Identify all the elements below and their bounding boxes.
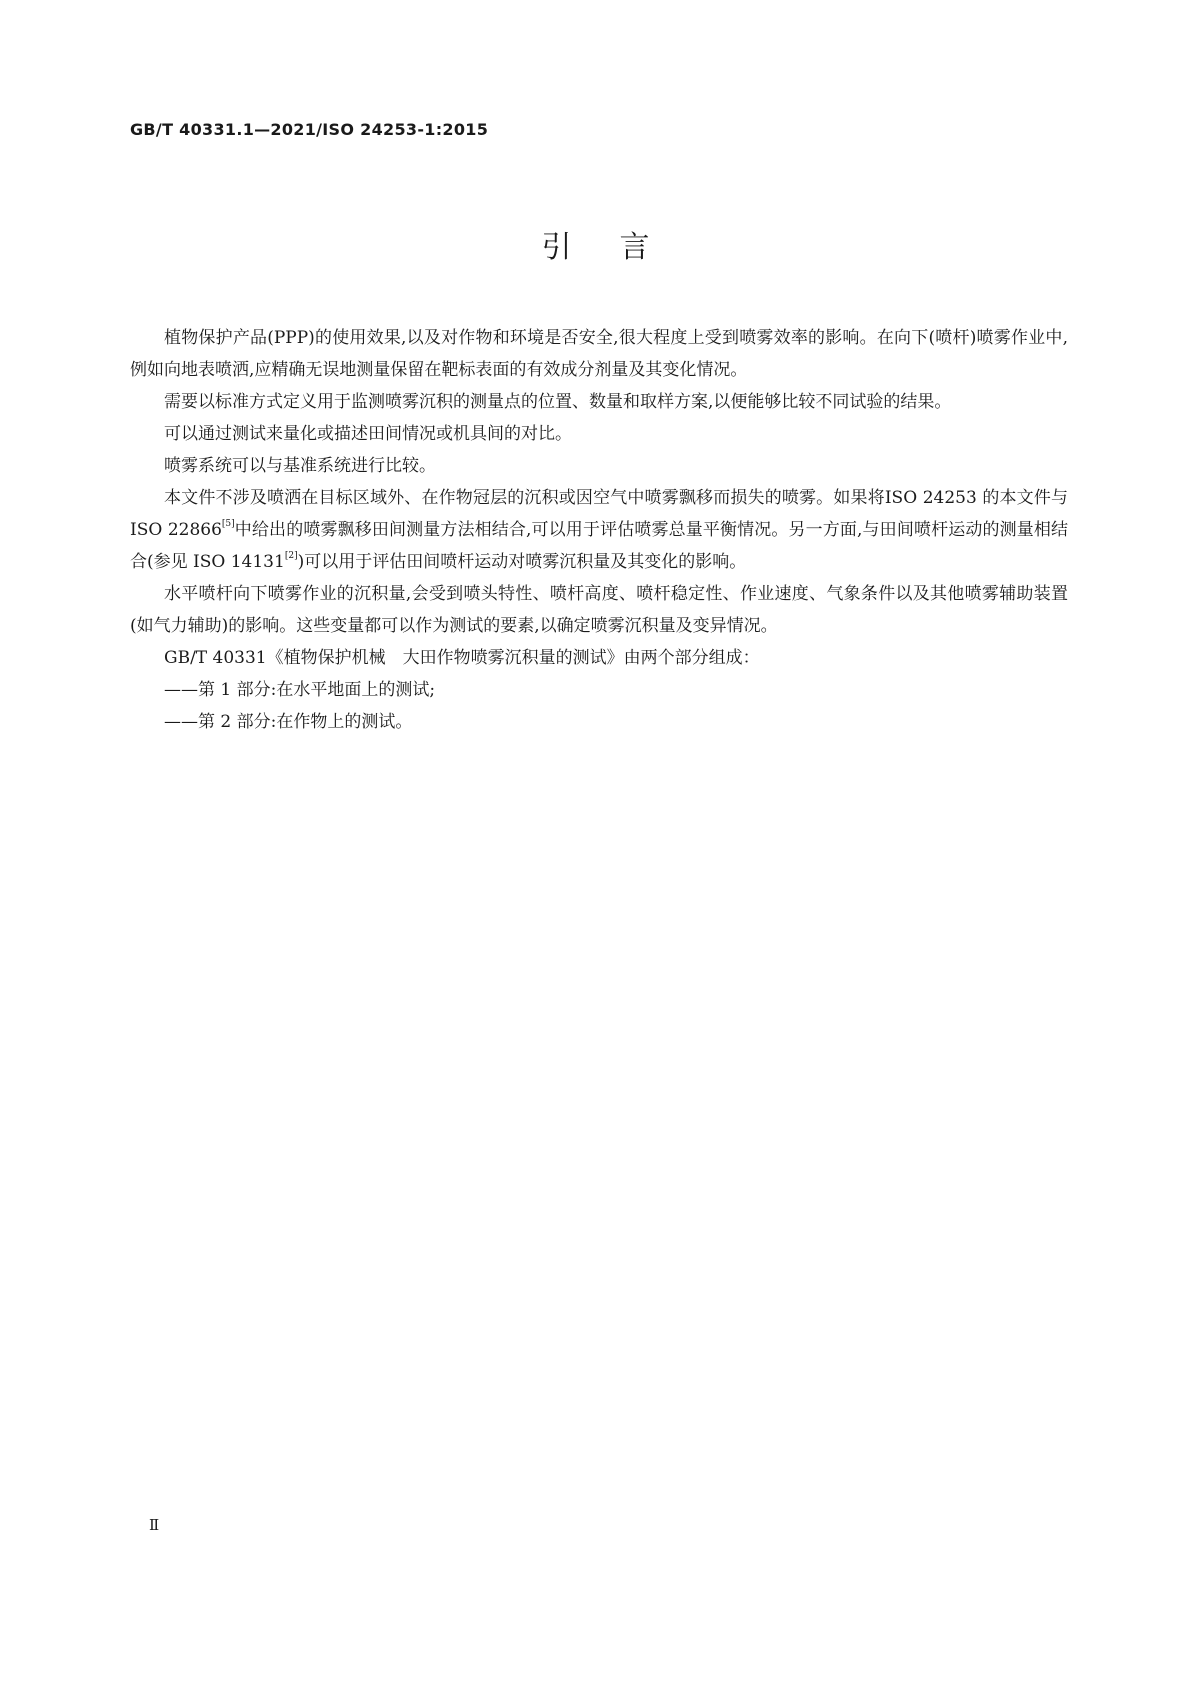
citation-ref-2: [2]: [284, 551, 298, 562]
paragraph-ppp-efficiency: 植物保护产品(PPP)的使用效果,以及对作物和环境是否安全,很大程度上受到喷雾效率的影响。在向下(喷杆)喷雾作业中,例如向地表喷洒,应精确无误地测量保留在靶标表面的有效成分剂量及其变化情况。: [130, 328, 1068, 380]
citation-ref-5: [5]: [221, 519, 235, 530]
paragraph-influencing-factors: 水平喷杆向下喷雾作业的沉积量,会受到喷头特性、喷杆高度、喷杆稳定性、作业速度、气象条件以及其他喷雾辅助装置(如气力辅助)的影响。这些变量都可以作为测试的要素,以确定喷雾沉积量及变异情况。: [130, 584, 1068, 636]
page-number: Ⅱ: [149, 1516, 160, 1534]
body-text: [130, 322, 1074, 738]
paragraph-scope-exclusions: [130, 482, 1074, 578]
list-item-part-1: ——第 1 部分:在水平地面上的测试;: [164, 680, 436, 700]
paragraph-field-comparison: 可以通过测试来量化或描述田间情况或机具间的对比。: [164, 424, 572, 444]
page-title: 引言: [541, 230, 698, 265]
paragraph-scope-text-2: 中给出的喷雾飘移田间测量方法相结合,可以用于评估喷雾总量平衡情况。另一方面,与田间喷杆运动的测量相结合(参见 ISO 14131: [130, 520, 1068, 572]
list-item-part-2: ——第 2 部分:在作物上的测试。: [164, 712, 413, 732]
standard-id-header: GB/T 40331.1—2021/ISO 24253-1:2015: [130, 120, 489, 139]
paragraph-parts-intro: GB/T 40331《植物保护机械 大田作物喷雾沉积量的测试》由两个部分组成：: [164, 648, 760, 668]
paragraph-scope-text-3: )可以用于评估田间喷杆运动对喷雾沉积量及其变化的影响。: [297, 552, 747, 572]
paragraph-measurement-points: 需要以标准方式定义用于监测喷雾沉积的测量点的位置、数量和取样方案,以便能够比较不同试验的结果。: [164, 392, 952, 412]
paragraph-scope-text-1: 本文件不涉及喷洒在目标区域外、在作物冠层的沉积或因空气中喷雾飘移而损失的喷雾。如果将ISO 24253 的本文件与 ISO 22866: [130, 488, 1074, 540]
paragraph-reference-system: 喷雾系统可以与基准系统进行比较。: [164, 456, 436, 476]
